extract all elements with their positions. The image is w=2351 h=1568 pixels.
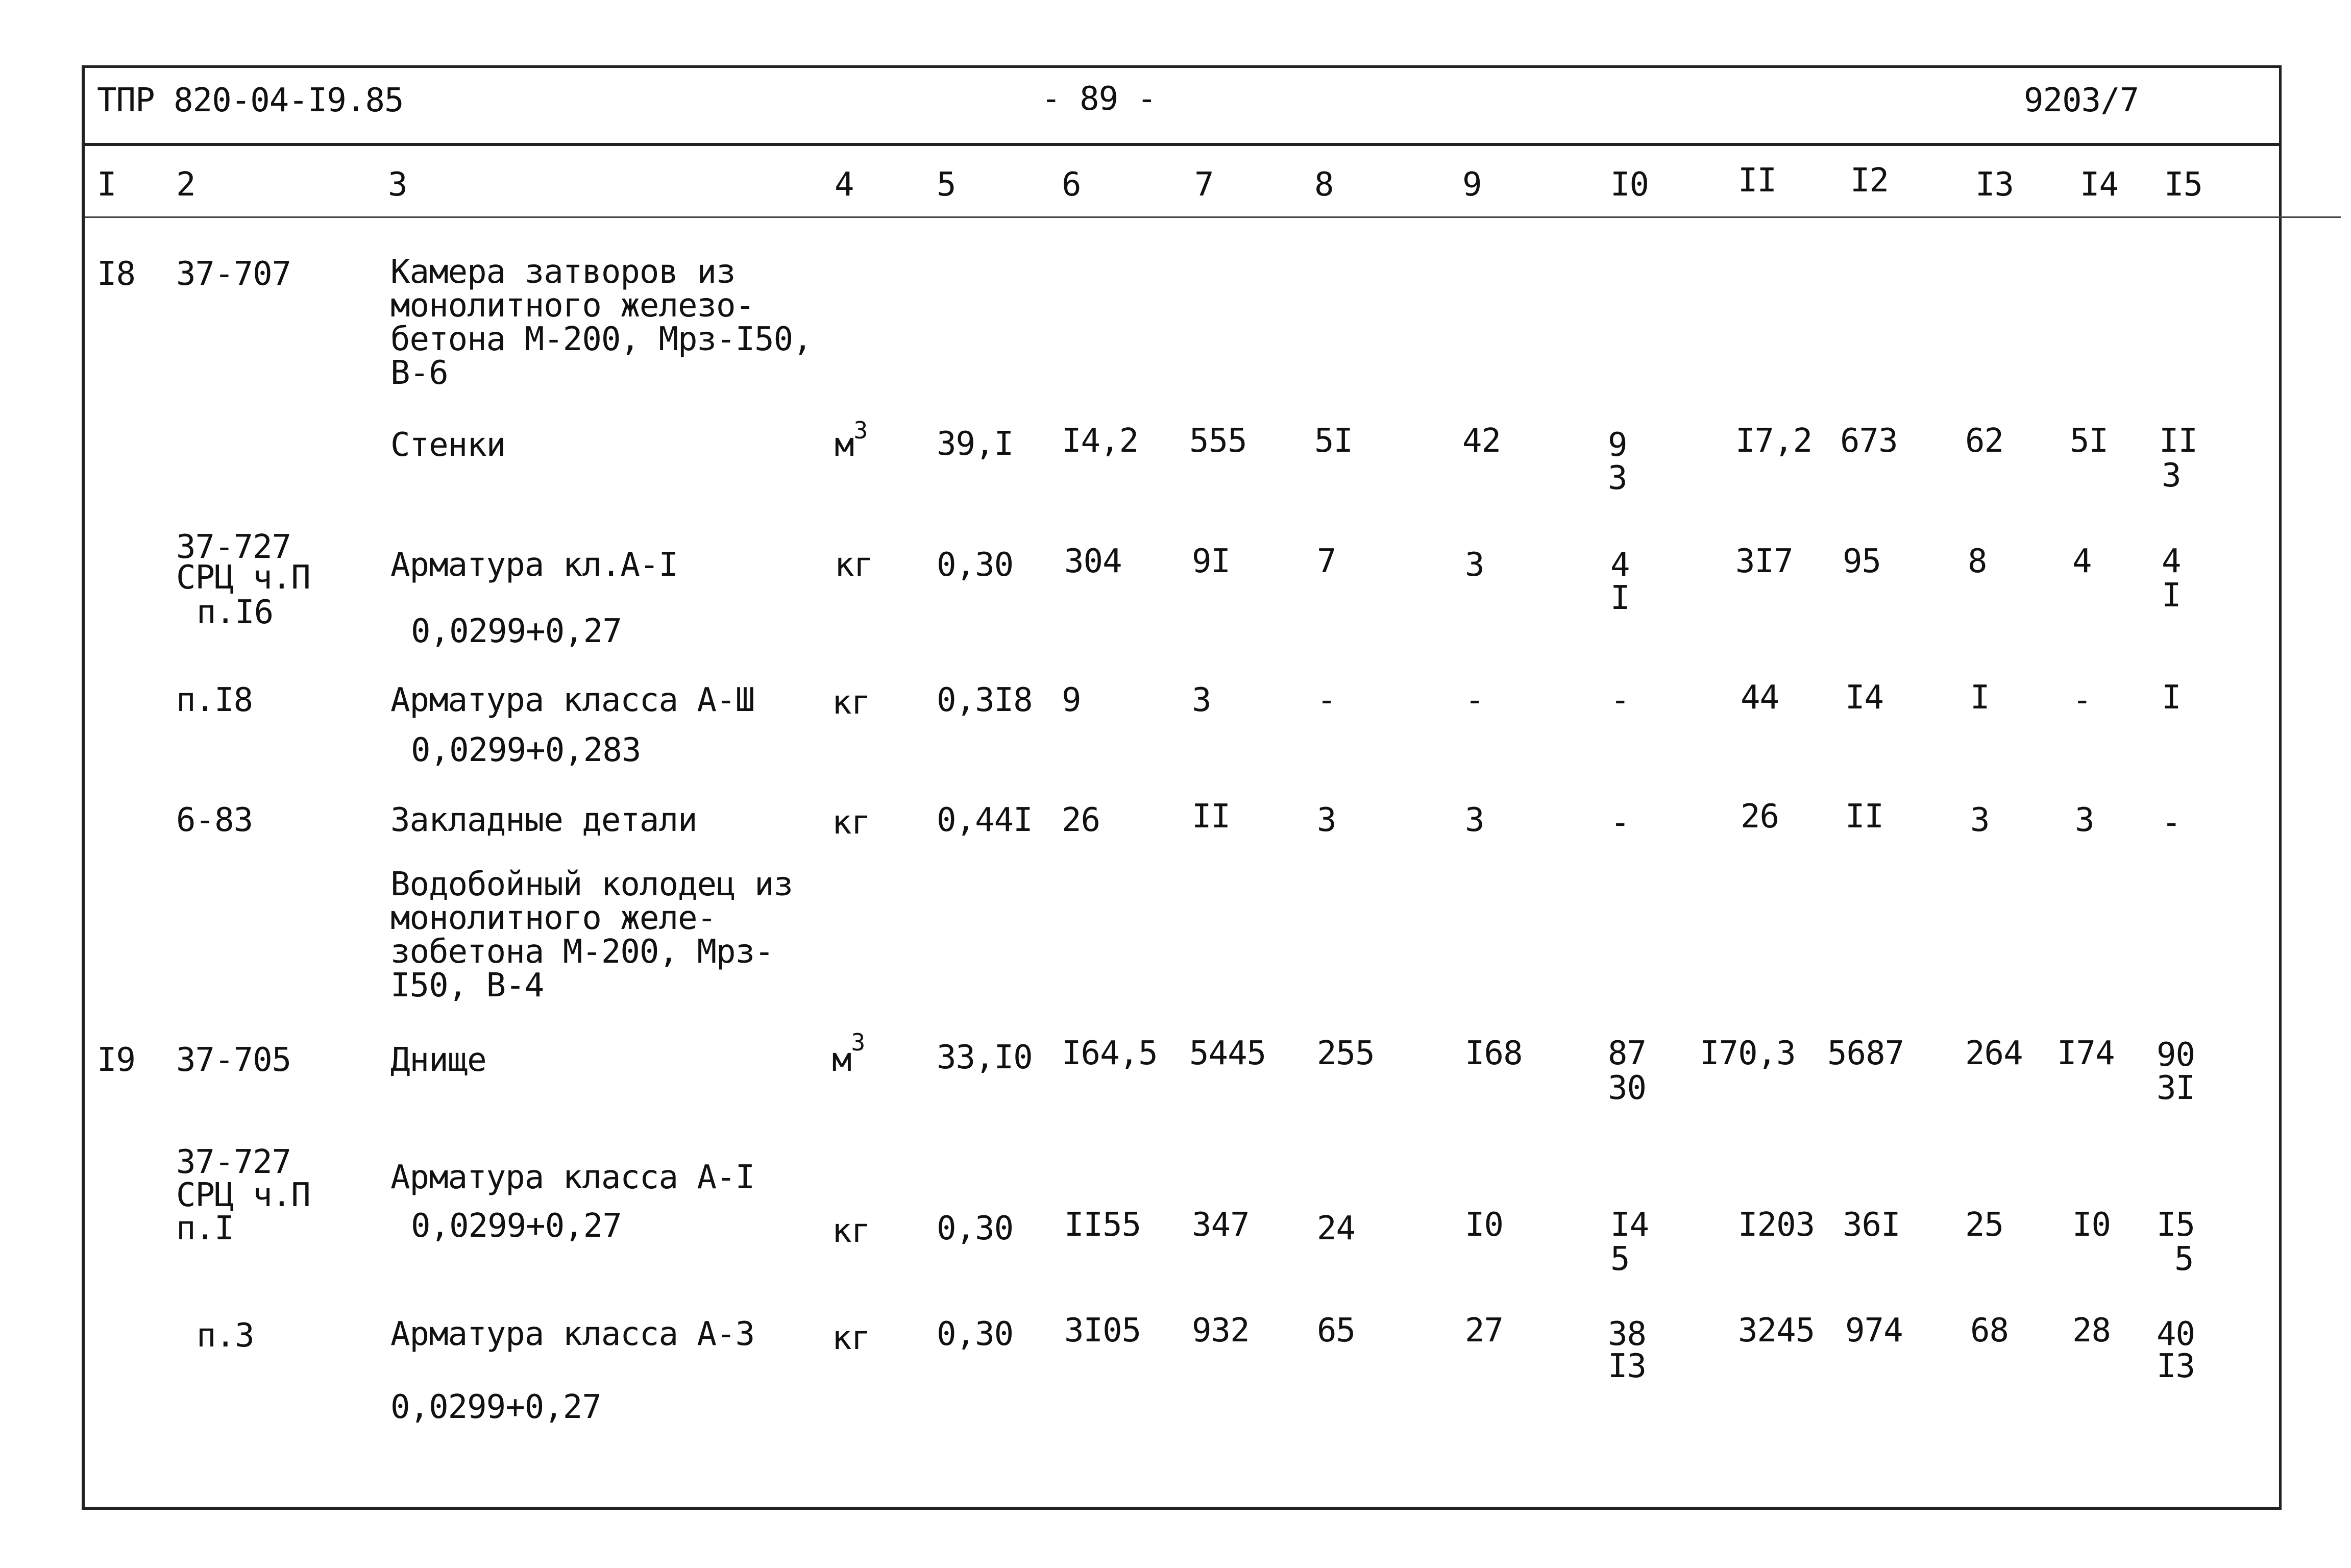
unit: кг: [832, 804, 871, 842]
cell-col14: 28: [2072, 1312, 2111, 1350]
cell-col11: 3245: [1738, 1312, 1815, 1350]
cell-col15-bottom: I3: [2157, 1348, 2195, 1385]
position-code: 37-727: [176, 528, 291, 566]
cell-col10-top: 9: [1608, 426, 1627, 464]
cell-col11: 26: [1741, 798, 1779, 836]
cell-col12: 673: [1840, 422, 1898, 460]
cell-col9: 3: [1465, 801, 1484, 839]
position-code: п.I: [176, 1210, 234, 1247]
col-number-6: 6: [1062, 166, 1081, 204]
cell-col15-top: 90: [2157, 1036, 2195, 1074]
item-formula: 0,0299+0,27: [411, 612, 622, 650]
cell-col15-bottom: 5: [2174, 1240, 2194, 1278]
cell-col15: -: [2162, 804, 2181, 842]
cell-col11: 44: [1741, 679, 1779, 717]
cell-col8: -: [1317, 681, 1336, 719]
cell-col9: I68: [1465, 1035, 1523, 1072]
cell-col11: I70,3: [1700, 1035, 1796, 1072]
unit: кг: [832, 684, 871, 722]
cell-col10-top: I4: [1610, 1206, 1649, 1244]
page-number: - 89 -: [1041, 80, 1157, 118]
item-description: Камера затворов из монолитного железо- бетона М-200, Мрз-I50, В-6: [390, 253, 812, 392]
cell-col7: II: [1192, 798, 1231, 836]
position-code: СРЦ ч.П: [176, 559, 310, 597]
unit: кг: [832, 1319, 871, 1357]
col-number-14: I4: [2080, 166, 2119, 204]
unit: [835, 416, 868, 464]
position-code: п.I8: [176, 681, 253, 719]
cell-col10-top: 4: [1610, 546, 1630, 584]
cell-col14: I0: [2072, 1206, 2111, 1244]
cell-col12: II: [1845, 798, 1884, 836]
cell-col14: -: [2072, 681, 2092, 719]
cell-col7: 3: [1192, 681, 1211, 719]
cell-col13: 8: [1968, 543, 1987, 580]
position-code: п.3: [197, 1317, 254, 1355]
item-description: Закладные детали: [390, 801, 697, 839]
unit-base: м: [835, 426, 854, 464]
unit: [832, 1028, 865, 1079]
cell-col13: 25: [1965, 1206, 2004, 1244]
item-description: Арматура кл.А-I: [390, 546, 678, 584]
cell-col15-top: 4: [2162, 543, 2181, 580]
position-code: СРЦ ч.П: [176, 1177, 310, 1214]
position-code: 37-727: [176, 1143, 291, 1181]
sheet-reference: 9203/7: [2024, 82, 2139, 119]
unit-base: м: [832, 1041, 851, 1079]
header-rule: [82, 143, 2282, 146]
position-code: 37-705: [176, 1041, 291, 1079]
unit-superscript: 3: [851, 1028, 865, 1056]
cell-col8: 255: [1317, 1035, 1375, 1072]
item-formula: 0,0299+0,27: [390, 1388, 601, 1426]
unit: кг: [835, 546, 873, 584]
cell-col13: 264: [1965, 1035, 2023, 1072]
col-number-7: 7: [1194, 166, 1214, 204]
cell-col13: I: [1970, 679, 1990, 717]
cell-col6: 9: [1062, 681, 1081, 719]
cell-col15-top: 40: [2157, 1315, 2195, 1353]
cell-col15-top: II: [2159, 422, 2198, 460]
col-number-11: II: [1738, 162, 1777, 200]
item-formula: 0,0299+0,27: [411, 1207, 622, 1245]
cell-col10-top: 87: [1608, 1035, 1647, 1072]
item-description: Водобойный колодец из монолитного желе- зобетона М-200, Мрз-I50, В-4: [390, 866, 793, 1004]
cell-col5: 0,30: [937, 1315, 1014, 1353]
cell-col8: 65: [1317, 1312, 1356, 1350]
col-number-15: I5: [2164, 166, 2203, 204]
position-code: 6-83: [176, 801, 253, 839]
row-number: I9: [97, 1041, 136, 1079]
col-number-4: 4: [835, 166, 854, 204]
position-code: п.I6: [197, 594, 274, 631]
cell-col7: 5445: [1189, 1035, 1266, 1072]
cell-col5: 0,44I: [937, 801, 1033, 839]
cell-col9: I0: [1465, 1206, 1504, 1244]
item-description: Днище: [390, 1041, 486, 1079]
col-number-3: 3: [388, 166, 407, 204]
cell-col12: 95: [1843, 543, 1881, 580]
cell-col10-bottom: 3: [1608, 459, 1627, 497]
cell-col10-bottom: 30: [1608, 1069, 1647, 1107]
cell-col8: 24: [1317, 1210, 1356, 1247]
cell-col6: I64,5: [1062, 1035, 1158, 1072]
cell-col7: 932: [1192, 1312, 1250, 1350]
col-number-5: 5: [937, 166, 956, 204]
cell-col9: 27: [1465, 1312, 1504, 1350]
cell-col7: 347: [1192, 1206, 1250, 1244]
cell-col12: I4: [1845, 679, 1884, 717]
unit-superscript: 3: [853, 416, 868, 444]
cell-col15-top: I5: [2157, 1206, 2195, 1244]
cell-col13: 68: [1970, 1312, 2009, 1350]
cell-col12: 5687: [1827, 1035, 1904, 1072]
cell-col5: 0,30: [937, 1210, 1014, 1247]
column-number-rule: [85, 216, 2341, 218]
cell-col10-bottom: 5: [1610, 1240, 1630, 1278]
cell-col8: 5I: [1314, 422, 1353, 460]
col-number-1: I: [97, 166, 116, 204]
cell-col10-bottom: I: [1610, 579, 1630, 617]
cell-col14: 4: [2072, 543, 2092, 580]
cell-col5: 33,I0: [937, 1039, 1033, 1076]
item-description: Арматура класса А-Ш: [390, 681, 755, 719]
cell-col15-bottom: 3: [2162, 457, 2181, 495]
cell-col5: 0,30: [937, 546, 1014, 584]
cell-col6: 3I05: [1064, 1312, 1141, 1350]
col-number-13: I3: [1975, 166, 2014, 204]
cell-col14: 5I: [2070, 422, 2109, 460]
item-description: Стенки: [390, 426, 506, 464]
cell-col13: 62: [1965, 422, 2004, 460]
item-formula: 0,0299+0,283: [411, 731, 641, 769]
cell-col9: 42: [1462, 422, 1501, 460]
cell-col7: 9I: [1192, 543, 1231, 580]
cell-col5: 39,I: [937, 425, 1014, 463]
cell-col10: -: [1610, 681, 1630, 719]
cell-col15: I: [2162, 679, 2181, 717]
unit: кг: [832, 1212, 871, 1250]
cell-col15-bottom: I: [2162, 577, 2181, 615]
cell-col15-bottom: 3I: [2157, 1069, 2195, 1107]
cell-col8: 3: [1317, 801, 1336, 839]
cell-col11: 3I7: [1735, 543, 1793, 580]
item-description: Арматура класса А-3: [390, 1315, 755, 1353]
position-code: 37-707: [176, 255, 291, 293]
cell-col11: I203: [1738, 1206, 1815, 1244]
cell-col10-top: 38: [1608, 1315, 1647, 1353]
row-number: I8: [97, 255, 136, 293]
document-code: ТПР 820-04-I9.85: [97, 82, 404, 119]
cell-col10-bottom: I3: [1608, 1348, 1647, 1385]
cell-col10: -: [1610, 804, 1630, 842]
cell-col13: 3: [1970, 801, 1990, 839]
cell-col6: I4,2: [1062, 422, 1139, 460]
cell-col8: 7: [1317, 543, 1336, 580]
col-number-9: 9: [1462, 166, 1482, 204]
col-number-2: 2: [176, 166, 195, 204]
cell-col5: 0,3I8: [937, 681, 1033, 719]
cell-col14: I74: [2057, 1035, 2115, 1072]
cell-col6: 304: [1064, 543, 1122, 580]
col-number-10: I0: [1610, 166, 1649, 204]
cell-col12: 36I: [1843, 1206, 1900, 1244]
cell-col14: 3: [2075, 801, 2094, 839]
cell-col6: II55: [1064, 1206, 1141, 1244]
cell-col6: 26: [1062, 801, 1100, 839]
item-description: Арматура класса А-I: [390, 1159, 755, 1196]
cell-col9: -: [1465, 681, 1484, 719]
col-number-12: I2: [1850, 162, 1889, 200]
cell-col12: 974: [1845, 1312, 1903, 1350]
cell-col11: I7,2: [1735, 422, 1813, 460]
cell-col9: 3: [1465, 546, 1484, 584]
col-number-8: 8: [1314, 166, 1334, 204]
cell-col7: 555: [1189, 422, 1247, 460]
